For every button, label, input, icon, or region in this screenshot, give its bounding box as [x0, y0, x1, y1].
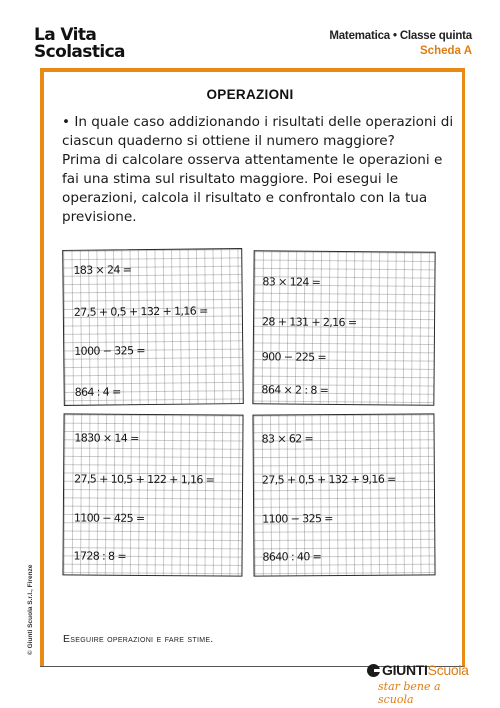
- question-text: • In quale caso addizionando i risultati delle operazioni di ciascun quaderno si ottiene il numero maggiore?: [62, 114, 454, 149]
- operation: 183 × 24 =: [73, 263, 132, 277]
- notebook-grid-4: [252, 413, 435, 576]
- guidance-text: Prima di calcolare osserva attentamente le operazioni e fai una stima sul risultato maggiore. Poi esegui le operazioni, calcola il risultato e confrontalo con la tua previsione.: [62, 152, 443, 225]
- operation: 864 × 2 : 8 =: [261, 383, 329, 397]
- operation: 83 × 62 =: [261, 432, 314, 446]
- operation: 27,5 + 0,5 + 132 + 1,16 =: [73, 304, 208, 319]
- notebook-grid-1: [62, 248, 244, 406]
- operation: 900 − 225 =: [261, 350, 327, 364]
- operation: 27,5 + 10,5 + 122 + 1,16 =: [74, 472, 215, 487]
- giunti-brand-suffix: Scuola: [427, 662, 469, 678]
- notebook-grid-3: [62, 413, 243, 576]
- logo-line-1: La Vita: [34, 25, 97, 45]
- operation: 864 : 4 =: [74, 385, 121, 399]
- copyright-text: © Giunti Scuola S.r.l., Firenze: [27, 564, 34, 655]
- worksheet-title: OPERAZIONI: [206, 87, 294, 102]
- operation: 1728 : 8 =: [73, 549, 127, 563]
- logo-line-2: Scolastica: [34, 42, 125, 62]
- subject-label: Matematica • Classe quinta: [329, 30, 472, 42]
- sheet-label: Scheda A: [420, 45, 472, 57]
- operation: 1100 − 325 =: [262, 512, 333, 526]
- instructions: [62, 113, 454, 227]
- operation: 28 + 131 + 2,16 =: [261, 315, 357, 330]
- giunti-brand-name: GIUNTI: [382, 662, 428, 678]
- giunti-g-icon: [367, 664, 380, 677]
- frame-left-border: [40, 68, 44, 666]
- operation: 8640 : 40 =: [262, 550, 322, 564]
- giunti-tagline: star bene a scuola: [378, 680, 441, 706]
- la-vita-scolastica-logo: [34, 27, 125, 61]
- operation: 83 × 124 =: [262, 275, 321, 289]
- giunti-scuola-logo: [367, 662, 479, 706]
- footer-note: Eseguire operazioni e fare stime.: [63, 633, 214, 645]
- header-info: [329, 30, 472, 57]
- operation: 1000 − 325 =: [74, 344, 146, 358]
- notebook-grid-2: [252, 250, 435, 406]
- operation: 27,5 + 0,5 + 132 + 9,16 =: [261, 472, 396, 487]
- operation: 1830 × 14 =: [74, 431, 139, 445]
- operation: 1100 − 425 =: [73, 511, 145, 525]
